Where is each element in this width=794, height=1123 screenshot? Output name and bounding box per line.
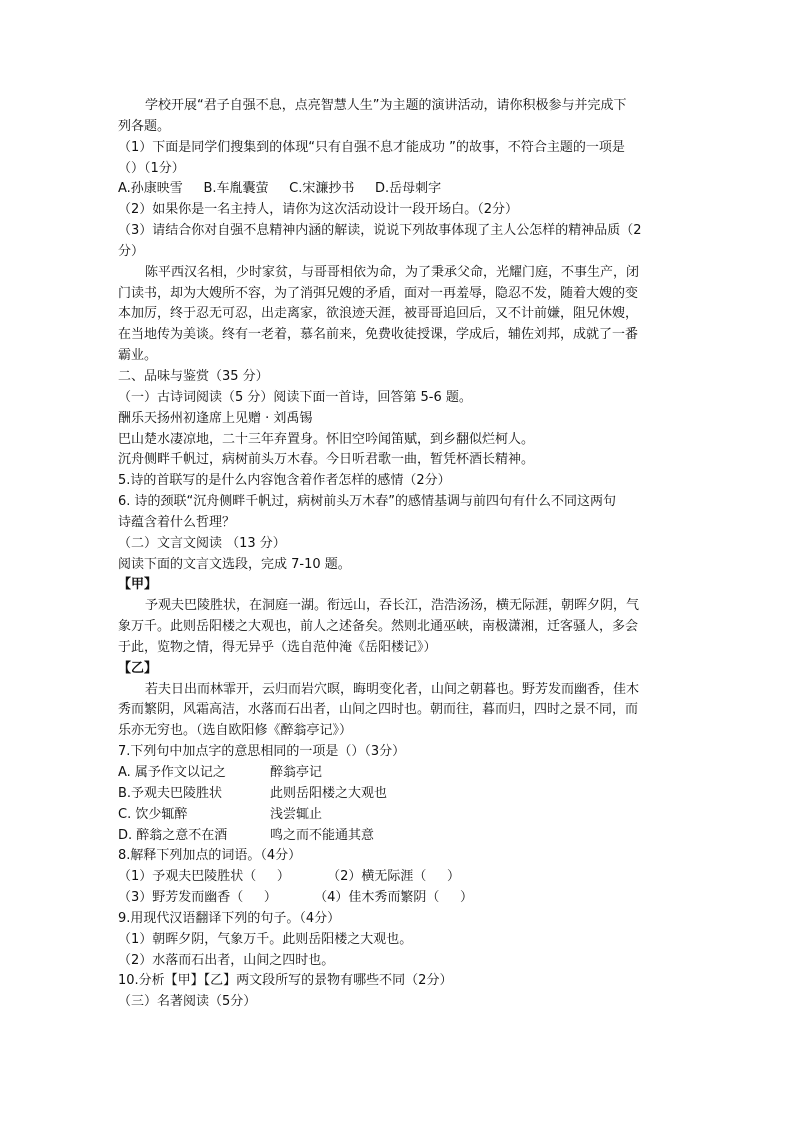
option-c-left: C. 饮少辄醉: [118, 806, 188, 822]
story-line-4: 在当地传为美谈。终有一老着，慕名前来，免费收徒授课，学成后，辅佐刘邦，成就了一番: [118, 327, 639, 343]
passage-jia-line-3: 于此，览物之情，得无异乎（选自范仲淹《岳阳楼记》）: [118, 639, 437, 655]
classics-heading: （三）名著阅读（5分）: [118, 994, 257, 1010]
question-1-line-2: （）（1分）: [118, 160, 185, 176]
question-7-option-d: [118, 826, 678, 847]
poem-line-2: 沉舟侧畔千帆过，病树前头万木春。今日听君歌一曲，暂凭杯酒长精神。: [118, 452, 535, 468]
poem-heading: （一）古诗词阅读（5 分）阅读下面一首诗，回答第 5-6 题。: [118, 389, 472, 405]
classical-heading: （二）文言文阅读 （13 分）: [118, 535, 286, 551]
question-1-options: A.孙康映雪 B.车胤囊萤 C.宋濂抄书 D.岳母刺字: [118, 181, 442, 197]
intro-line-2: 列各题。: [118, 118, 171, 134]
passage-jia-line-2: 象万千。此则岳阳楼之大观也，前人之述备矣。然则北通巫峡，南极潇湘，迁客骚人，多会: [118, 619, 639, 635]
question-3-line-2: 分）: [118, 243, 145, 259]
classical-instruction: 阅读下面的文言文选段，完成 7-10 题。: [118, 556, 351, 572]
option-d-right: 鸣之而不能通其意: [270, 827, 375, 843]
question-2: （2）如果你是一名主持人，请你为这次活动设计一段开场白。（2分）: [118, 202, 519, 218]
question-9-sentence-1: （1）朝晖夕阴，气象万千。此则岳阳楼之大观也。: [118, 931, 413, 947]
story-line-2: 门读书，却为大嫂所不容，为了消弭兄嫂的矛盾，面对一再羞辱，隐忍不发，随着大嫂的变: [118, 285, 639, 301]
question-6-line-2: 诗蕴含着什么哲理？: [118, 514, 236, 530]
option-a-left: A. 属予作文以记之: [118, 765, 226, 780]
intro-line-1: 学校开展“君子自强不息，点亮智慧人生”为主题的演讲活动，请你积极参与并完成下: [145, 98, 627, 113]
option-c-right: 浅尝辄止: [270, 806, 323, 822]
story-line-1: 陈平西汉名相，少时家贫，与哥哥相依为命，为了秉承父命，光耀门庭，不事生产，闭: [145, 264, 640, 280]
page-content: [118, 96, 678, 1013]
poem-title: 酬乐天扬州初逢席上见赠 · 刘禹锡: [118, 410, 313, 426]
question-10: 10.分析【甲】【乙】两文段所写的景物有哪些不同（2分）: [118, 973, 453, 989]
passage-jia-line-1: 予观夫巴陵胜状，在洞庭一湖。衔远山，吞长江，浩浩汤汤，横无际涯，朝晖夕阴，气: [145, 598, 640, 614]
question-7-option-a: [118, 763, 678, 784]
question-3-line-1: （3）请结合你对自强不息精神内涵的解读，说说下列故事体现了主人公怎样的精神品质（2: [118, 223, 642, 239]
question-8-row-1: （1）予观夫巴陵胜状（ ） （2）横无际涯（ ）: [118, 869, 461, 885]
passage-yi-line-1: 若夫日出而林霏开，云归而岩穴暝，晦明变化者，山间之朝暮也。野芳发而幽香，佳木: [145, 681, 640, 697]
question-7-option-c: [118, 805, 678, 826]
question-9-sentence-2: （2）水落而石出者，山间之四时也。: [118, 952, 335, 968]
question-1-line-1: （1）下面是同学们搜集到的体现“只有自强不息才能成功 ”的故事，不符合主题的一项是: [118, 139, 625, 155]
option-b-right: 此则岳阳楼之大观也: [270, 785, 388, 801]
story-line-3: 本加厉，终于忍无可忍，出走离家，欲浪迹天涯，被哥哥追回后，又不计前嫌，阻兄休嫂，: [118, 306, 639, 322]
passage-yi-line-2: 秀而繁阴，风霜高洁，水落而石出者，山间之四时也。朝而往，暮而归，四时之景不同，而: [118, 702, 639, 718]
question-6-line-1: 6. 诗的颈联“沉舟侧畔千帆过，病树前头万木春”的感情基调与前四句有什么不同这两句: [118, 494, 617, 510]
poem-line-1: 巴山楚水凄凉地，二十三年弃置身。怀旧空吟闻笛赋，到乡翻似烂柯人。: [118, 431, 535, 447]
passage-jia-label: 【甲】: [118, 577, 158, 593]
section-2-title: 二、品味与鉴赏（35 分）: [118, 368, 269, 384]
story-line-5: 霸业。: [118, 348, 158, 364]
question-9-stem: 9.用现代汉语翻译下列的句子。（4分）: [118, 910, 341, 926]
passage-yi-line-3: 乐亦无穷也。（选自欧阳修《醉翁亭记》）: [118, 723, 353, 739]
question-5: 5.诗的首联写的是什么内容饱含着作者怎样的感情（2分）: [118, 473, 451, 489]
option-b-left: B.予观夫巴陵胜状: [118, 785, 223, 801]
question-7-option-b: [118, 784, 678, 805]
option-d-left: D. 醉翁之意不在酒: [118, 827, 228, 843]
passage-yi-label: 【乙】: [118, 660, 158, 676]
question-7-stem: 7.下列句中加点字的意思相同的一项是（）（3分）: [118, 744, 406, 760]
question-8-stem: 8.解释下列加点的词语。（4分）: [118, 848, 302, 864]
question-8-row-2: （3）野芳发而幽香（ ） （4）佳木秀而繁阴（ ）: [118, 890, 474, 906]
option-a-right: 醉翁亭记: [270, 765, 323, 780]
